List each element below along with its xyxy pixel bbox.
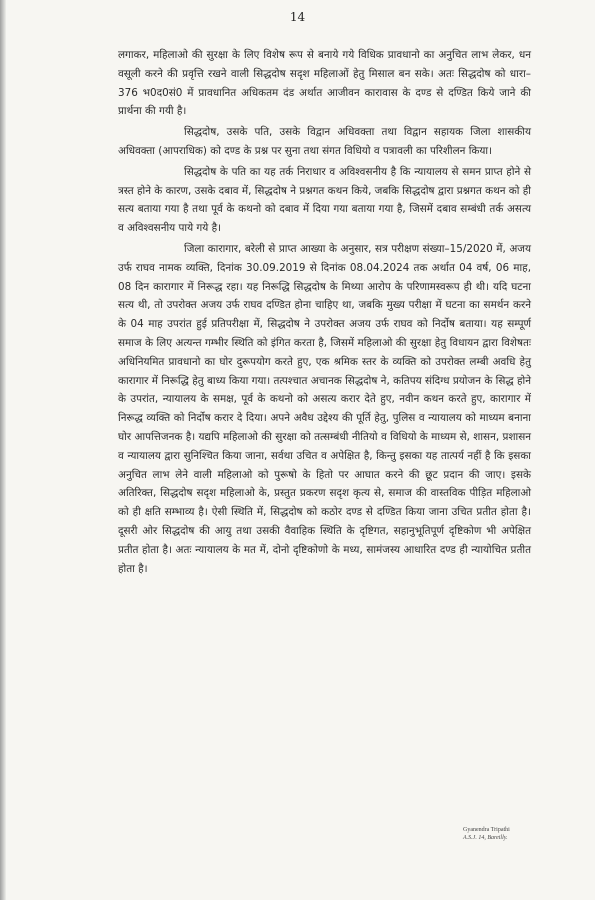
paragraph-1: लगाकर, महिलाओ की सुरक्षा के लिए विशेष रूप से बनाये गये विधिक प्रावधानो का अनुचित लाभ लेकर, धन वसूली करने की प्रवृत्ति रखने वाली सिद्धदोष सदृश महिलाओं हेतु मिसाल बन सके। अतः सिद्धदोष को धारा–376 भ0द0सं0 में प्रावधानित अधिकतम दंड अर्थात आजीवन कारावास के दण्ड से दण्डित किये जाने की प्रार्थना की गयी है। [118,49,531,118]
paragraph-4: जिला कारागार, बरेली से प्राप्त आख्या के अनुसार, सत्र परीक्षण संख्या–15/2020 में, अजय उर्फ राघव नामक व्यक्ति, दिनांक 30.09.2019 से दिनांक 08.04.2024 तक अर्थात 04 वर्ष, 06 माह, 08 दिन कारागार में निरूद्ध रहा। यह निरूद्धि सिद्धदोष के मिथ्या आरोप के परिणामस्वरूप ही थी। यदि घटना सत्य थी, तो उपरोक्त अजय उर्फ राघव दण्डित होना चाहिए था, जबकि मुख्य परीक्षा में घटना का समर्थन करने के 04 माह उपरांत हुई प्रतिपरीक्षा में, सिद्धदोष ने उपरोक्त अजय उर्फ राघव को निर्दोष बताया। यह सम्पूर्ण समाज के लिए अत्यन्त गम्भीर स्थिति को इंगित करता है, जिसमें महिलाओ की सुरक्षा हेतु विधायन द्वारा विशेषतः अधिनियमित प्रावधानो का घोर दुरूपयोग करते हुए, एक श्रमिक स्तर के व्यक्ति को उपरोक्त लम्बी अवधि हेतु कारागार में निरूद्धि हेतु बाध्य किया गया। तत्पश्चात अचानक सिद्धदोष ने, कतिपय संदिग्ध प्रयोजन के सिद्ध होने के उपरांत, न्यायालय के समक्ष, पूर्व के कथनो को असत्य करार देते हुए, नवीन कथन करते हुए, कारागार में निरूद्ध व्यक्ति को निर्दोष करार दे दिया। अपने अवैध उद्देश्य की पूर्ति हेतु, पुलिस व न्यायालय को माध्यम बनाना घोर आपत्तिजनक है। यद्यपि महिलाओ की सुरक्षा को तत्सम्बंधी नीतियो व विधियो के माध्यम से, शासन, प्रशासन व न्यायालय द्वारा सुनिश्चित किया जाना, सर्वथा उचित व अपेक्षित है, किन्तु इसका यह तात्पर्य नहीं है कि इसका अनुचित लाभ लेने वाली महिलाओ को पुरूषो के हितो पर आघात करने की छूट प्रदान की जाए। इसके अतिरिक्त, सिद्धदोष सदृश महिलाओ के, प्रस्तुत प्रकरण सदृश कृत्य से, समाज की वास्तविक पीड़ित महिलाओ को ही क्षति सम्भाव्य है। ऐसी स्थिति में, सिद्धदोष को कठोर दण्ड से दण्डित किया जाना उचित प्रतीत होता है। दूसरी ओर सिद्धदोष की आयु तथा उसकी वैवाहिक स्थिति के दृष्टिगत, सहानुभूतिपूर्ण दृष्टिकोण भी अपेक्षित प्रतीत होता है। अतः न्यायालय के मत में, दोनो दृष्टिकोणो के मध्य, सामंजस्य आधारित दण्ड ही न्यायोचित प्रतीत होता है। [118,242,531,575]
judge-signature-block [463,826,563,842]
paragraph-3: सिद्धदोष के पति का यह तर्क निराधार व अविश्वसनीय है कि न्यायालय से समन प्राप्त होने से त्रस्त होने के कारण, उसके दबाव में, सिद्धदोष ने प्रश्नगत कथन किये, जबकि सिद्धदोष द्वारा प्रश्नगत कथन को ही सत्य बताया गया है तथा पूर्व के कथनो को दबाव में दिया गया बताया गया है, जिसमें दबाव सम्बंधी तर्क असत्य व अविश्वसनीय पाये गये है। [118,165,531,235]
page-number: 14 [289,10,306,24]
judge-office: A.S.J. 14, Bareilly. [463,835,508,841]
page-edge-shadow [0,0,6,900]
paragraph-2: सिद्धदोष, उसके पति, उसके विद्वान अधिवक्ता तथा विद्वान सहायक जिला शासकीय अधिवक्ता (आपराधिक) को दण्ड के प्रश्न पर सुना तथा संगत विधियो व पत्रावली का परिशीलन किया। [118,126,531,157]
judge-name: Gyanendra Tripathi [463,827,510,833]
judgment-body [118,46,531,578]
